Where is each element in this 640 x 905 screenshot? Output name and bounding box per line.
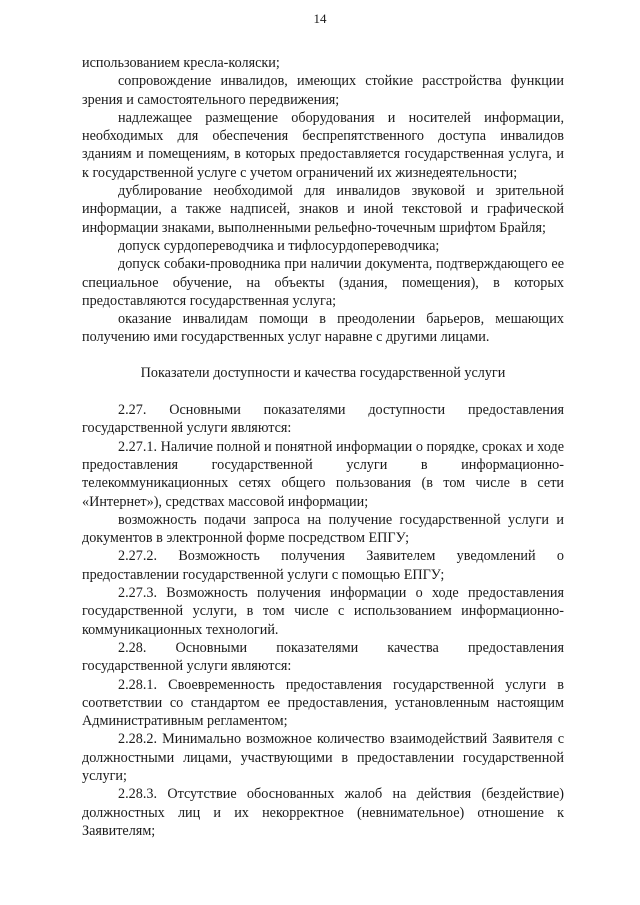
paragraph: использованием кресла-коляски;: [82, 55, 280, 71]
paragraph: 2.28.2. Минимально возможное количество взаимодействий Заявителя с должностными лицами, участвующими в предоставлении государственной услуги;: [82, 731, 564, 784]
paragraph: допуск собаки-проводника при наличии документа, подтверждающего ее специальное обучение, на объекты (здания, помещения), в которых предоставляются государственная услуга;: [82, 256, 564, 309]
section-heading: Показатели доступности и качества государственной услуги: [140, 364, 506, 381]
paragraph: допуск сурдопереводчика и тифлосурдопереводчика;: [118, 237, 440, 254]
document-body: [82, 54, 564, 840]
paragraph: 2.28.3. Отсутствие обоснованных жалоб на действия (бездействие) должностных лиц и их некорректное (невнимательное) отношение к Заявителям;: [82, 786, 564, 839]
paragraph: 2.27.3. Возможность получения информации о ходе предоставления государственной услуги, в том числе с использованием информационно-коммуникационных технологий.: [82, 585, 564, 638]
paragraph: возможность подачи запроса на получение государственной услуги и документов в электронной форме посредством ЕПГУ;: [82, 511, 564, 547]
paragraph: 2.28.1. Своевременность предоставления государственной услуги в соответствии со стандартом ее предоставления, установленным настоящим Административным регламентом;: [82, 676, 564, 730]
page-number: 14: [313, 11, 327, 26]
paragraph: оказание инвалидам помощи в преодолении барьеров, мешающих получению ими государственных услуг наравне с другими лицами.: [82, 311, 564, 346]
paragraph: 2.28. Основными показателями качества предоставления государственной услуги являются:: [82, 639, 564, 675]
paragraph: дублирование необходимой для инвалидов звуковой и зрительной информации, а также надписей, знаков и иной текстовой и графической информации знаками, выполненными рельефно-точечным шрифтом Брайля;: [82, 183, 564, 236]
paragraph: 2.27.1. Наличие полной и понятной информации о порядке, сроках и ходе предоставления государственной услуги в информационно-телекоммуникационных сетях общего пользования (в том числе в сети «Интернет»), средствах массовой информации;: [82, 438, 564, 510]
paragraph: надлежащее размещение оборудования и носителей информации, необходимых для обеспечения беспрепятственного доступа инвалидов зданиям и помещениям, в которых предоставляется государственная услуга, и к государственной услуге с учетом ограничений их жизнедеятельности;: [82, 109, 564, 181]
paragraph: сопровождение инвалидов, имеющих стойкие расстройства функции зрения и самостоятельного передвижения;: [82, 73, 564, 108]
paragraph: 2.27.2. Возможность получения Заявителем уведомлений о предоставлении государственной услуги с помощью ЕПГУ;: [82, 548, 564, 583]
paragraph: 2.27. Основными показателями доступности предоставления государственной услуги являются:: [82, 402, 564, 437]
